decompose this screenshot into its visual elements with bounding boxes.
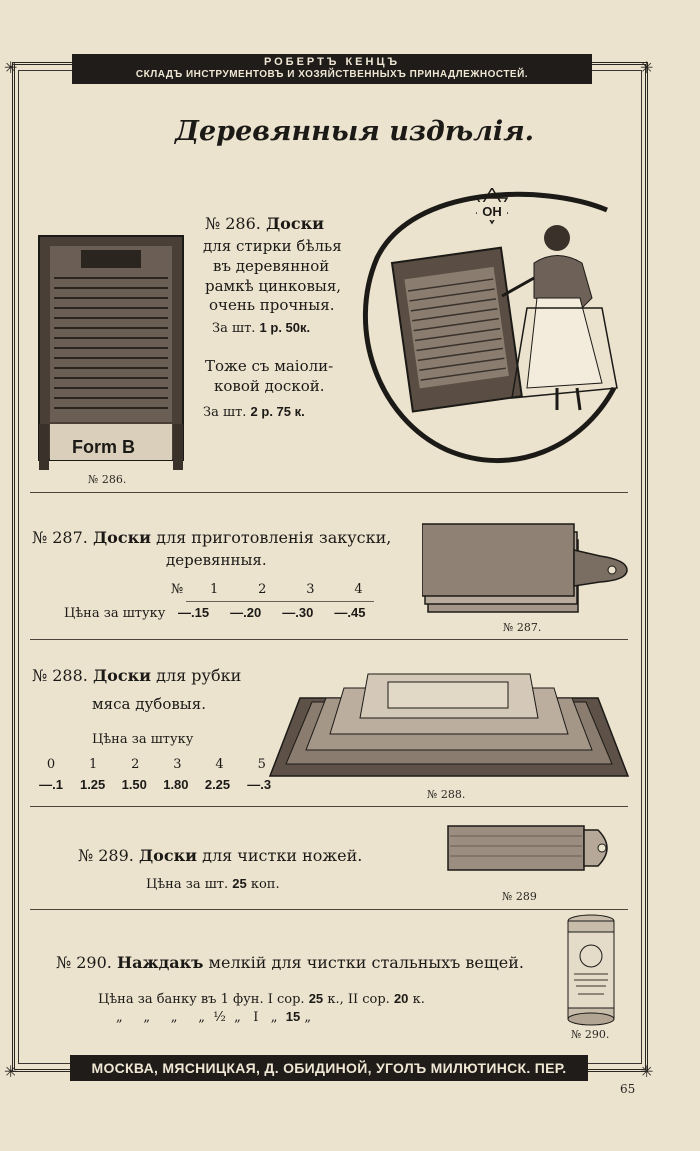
item-287-name: Доски <box>92 528 152 547</box>
footer-address: МОСКВА, МЯСНИЦКАЯ, Д. ОБИДИНОЙ, УГОЛЪ МИЛЮТИНСК. ПЕР. <box>70 1055 588 1081</box>
item-286-name: Доски <box>265 214 325 233</box>
size-cell: 3 <box>173 757 182 772</box>
price-fraction: ¹⁄₂ <box>213 1010 226 1025</box>
price-cell: 1.25 <box>79 777 106 792</box>
size-cell: 2 <box>131 757 140 772</box>
item-286-alt-line: ковой доской. <box>214 377 325 395</box>
price-cell: —.45 <box>334 605 366 620</box>
item-286-number: № 286. <box>205 214 261 233</box>
price-cell: —.3 <box>247 777 272 792</box>
price-value: 2 р. 75 к. <box>250 404 305 419</box>
price-text: „ „ „ „ <box>116 1010 210 1025</box>
size-cell: 1 <box>89 757 98 772</box>
size-cell: 0 <box>46 757 56 772</box>
price-cell: —.15 <box>178 605 210 620</box>
item-288-price-row <box>32 777 278 792</box>
size-cell: 4 <box>215 757 224 772</box>
page-number: 65 <box>620 1082 636 1096</box>
item-288-desc: для рубки <box>156 666 242 685</box>
item-288-price-label: Цѣна за штуку <box>92 732 194 747</box>
item-289-price <box>146 876 280 892</box>
caption-289: № 289 <box>502 890 537 903</box>
price-text: „ <box>304 1010 312 1025</box>
price-value: 25 <box>308 991 324 1006</box>
caption-288: № 288. <box>427 788 466 801</box>
corner-ornament-icon: ✳ <box>640 58 654 77</box>
price-cell: —.1 <box>39 777 63 792</box>
section-divider <box>30 492 628 493</box>
item-286-price-alt <box>203 404 305 420</box>
price-text: к., II сор. <box>327 992 390 1007</box>
item-288-name: Доски <box>92 666 152 685</box>
company-name: РОБЕРТЪ КЕНЦЪ <box>263 56 401 68</box>
chopping-boards-illustration <box>268 668 630 780</box>
badge-text: OH <box>482 204 502 219</box>
price-cell: —.30 <box>282 605 314 620</box>
price-value: 25 <box>232 876 247 891</box>
price-unit: коп. <box>250 877 280 892</box>
item-289-heading <box>78 846 362 865</box>
price-value: 1 р. 50к. <box>259 320 311 335</box>
caption-286: № 286. <box>88 473 127 486</box>
item-286-price <box>212 320 310 336</box>
corner-ornament-icon: ✳ <box>4 58 18 77</box>
knife-board-illustration <box>446 822 618 874</box>
size-cell: 4 <box>354 582 363 597</box>
form-b-label: Form B <box>72 437 135 457</box>
item-286-heading <box>205 214 324 233</box>
item-287-desc-line: деревянныя. <box>166 551 267 569</box>
price-value: 20 <box>393 991 409 1006</box>
price-label: Цѣна за штуку <box>64 606 166 621</box>
price-value: 15 <box>285 1009 301 1024</box>
item-290-number: № 290. <box>56 953 112 972</box>
item-287-desc: для приготовленія закуски, <box>156 528 392 547</box>
snack-board-illustration <box>422 520 632 620</box>
page-title: Деревянныя издѣлія. <box>175 116 535 147</box>
item-286-desc-line: для стирки бѣлья <box>203 237 342 255</box>
caption-290: № 290. <box>571 1028 610 1041</box>
price-cell: 1.80 <box>163 777 189 792</box>
section-divider <box>30 639 628 640</box>
item-290-name: Наждакъ <box>116 953 204 972</box>
price-text: Цѣна за банку въ 1 фун. I сор. <box>98 992 305 1007</box>
item-287-size-row <box>166 582 381 597</box>
emery-can-illustration <box>566 914 616 1026</box>
item-287-price-row <box>64 605 374 621</box>
company-subtitle: СКЛАДЪ ИНСТРУМЕНТОВЪ И ХОЗЯЙСТВЕННЫХЪ ПРИНАДЛЕЖНОСТЕЙ. <box>135 69 529 80</box>
price-text: „ I „ <box>229 1010 282 1025</box>
size-cell: 3 <box>306 582 315 597</box>
price-label: За шт. <box>203 405 247 420</box>
item-287-number: № 287. <box>32 528 88 547</box>
item-288-size-row <box>32 757 281 772</box>
item-287-heading <box>32 528 391 547</box>
section-divider <box>30 806 628 807</box>
item-289-number: № 289. <box>78 846 134 865</box>
washerwoman-illustration <box>352 188 622 468</box>
item-286-alt-line: Тоже съ маіоли- <box>205 357 334 375</box>
washboard-form-b-illustration <box>36 228 186 470</box>
item-290-desc: мелкій для чистки стальныхъ вещей. <box>208 953 524 972</box>
item-288-number: № 288. <box>32 666 88 685</box>
table-rule <box>186 601 374 602</box>
size-cell: 5 <box>257 757 266 772</box>
size-cell: 2 <box>258 582 267 597</box>
item-290-price-line1 <box>98 991 425 1007</box>
item-289-name: Доски <box>138 846 198 865</box>
item-286-desc-line: въ деревянной <box>213 257 330 275</box>
price-label: Цѣна за шт. <box>146 877 229 892</box>
corner-ornament-icon: ✳ <box>4 1062 18 1081</box>
item-286-desc-line: очень прочныя. <box>209 296 335 314</box>
section-divider <box>30 909 628 910</box>
item-290-price-line2 <box>116 1009 311 1025</box>
item-289-desc: для чистки ножей. <box>202 846 363 865</box>
price-label: За шт. <box>212 321 256 336</box>
item-288-heading <box>32 666 241 685</box>
price-text: к. <box>412 992 425 1007</box>
corner-ornament-icon: ✳ <box>640 1062 654 1081</box>
price-cell: 1.50 <box>121 777 147 792</box>
item-288-desc-line: мяса дубовыя. <box>92 695 206 713</box>
price-cell: —.20 <box>230 605 262 620</box>
header-banner <box>72 54 592 84</box>
price-cell: 2.25 <box>204 777 231 792</box>
item-286-desc-line: рамкѣ цинковыя, <box>205 277 342 295</box>
size-cell: 1 <box>210 582 219 597</box>
size-label: № <box>170 582 184 597</box>
item-290-heading <box>56 953 524 972</box>
caption-287: № 287. <box>503 621 542 634</box>
